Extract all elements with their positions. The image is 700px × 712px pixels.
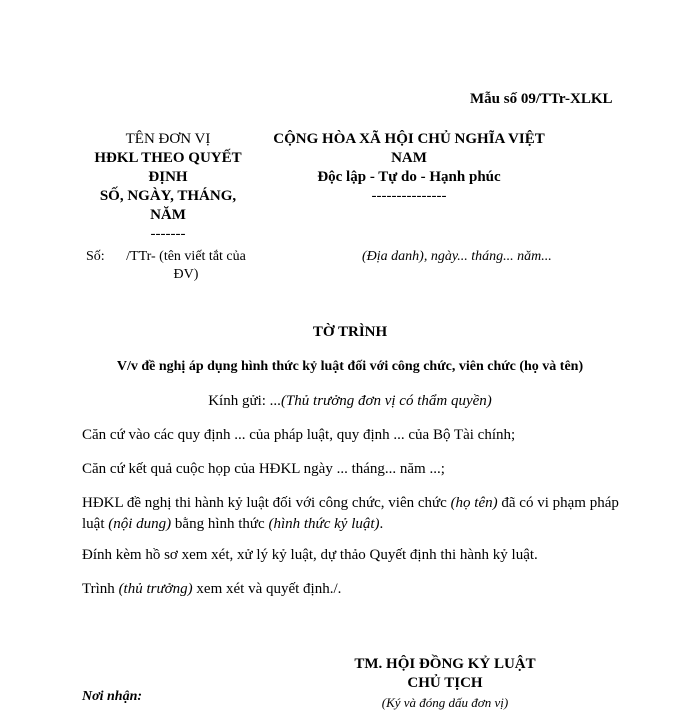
national-motto: Độc lập - Tự do - Hạnh phúc <box>317 169 501 185</box>
republic-name: CỘNG HÒA XÃ HỘI CHỦ NGHĨA VIỆT NAM <box>273 131 545 166</box>
p3-content: (nội dung) <box>108 516 172 532</box>
signature-block <box>330 655 560 712</box>
p3-form: (hình thức kỷ luật) <box>268 516 380 532</box>
decision-line: SỐ, NGÀY, THÁNG, NĂM <box>99 188 237 223</box>
recipient-line <box>0 392 700 411</box>
document-number: /TTr- (tên viết tắt của ĐV) <box>126 249 246 282</box>
council-line: HĐKL THEO QUYẾT ĐỊNH <box>94 150 242 185</box>
right-header-rule: --------------- <box>371 188 447 204</box>
p5-text-1: Trình <box>82 581 119 597</box>
paragraph-4: Đính kèm hồ sơ xem xét, xử lý kỷ luật, dự thảo Quyết định thi hành kỷ luật. <box>82 547 538 563</box>
left-header-rule: ------- <box>150 226 186 242</box>
place-date: (Địa danh), ngày... tháng... năm... <box>362 249 552 264</box>
right-header <box>264 130 554 206</box>
signature-title: CHỦ TỊCH <box>407 675 483 691</box>
document-subject: V/v đề nghị áp dụng hình thức kỷ luật đối với công chức, viên chức (họ và tên) <box>116 359 584 374</box>
paragraph-5 <box>82 579 642 600</box>
form-number: Mẫu số 09/TTr-XLKL <box>470 91 613 107</box>
signature-org: TM. HỘI ĐỒNG KỶ LUẬT <box>354 656 536 672</box>
paragraph-2: Căn cứ kết quả cuộc họp của HĐKL ngày ... tháng... năm ...; <box>82 461 445 477</box>
p5-text-2: xem xét và quyết định./. <box>192 581 342 597</box>
recipient-value: (Thủ trưởng đơn vị có thẩm quyền) <box>280 393 492 409</box>
p3-text-1: HĐKL đề nghị thi hành kỷ luật đối với công chức, viên chức <box>82 495 451 511</box>
p5-head: (thủ trưởng) <box>118 581 193 597</box>
left-header <box>82 130 254 244</box>
number-label: Số: <box>86 249 105 264</box>
p3-name: (họ tên) <box>450 495 498 511</box>
document-title: TỜ TRÌNH <box>312 324 388 340</box>
paragraph-3 <box>82 493 642 535</box>
signature-note: (Ký và đóng dấu đơn vị) <box>381 695 509 710</box>
p3-text-2: đã có vi phạm pháp luật <box>82 495 619 532</box>
p3-text-3: bằng hình thức <box>171 516 269 532</box>
paragraph-1: Căn cứ vào các quy định ... của pháp luật, quy định ... của Bộ Tài chính; <box>82 427 516 443</box>
recipient-label: Kính gửi: ... <box>208 393 281 409</box>
recipients-label: Nơi nhận: <box>82 689 143 704</box>
unit-name: TÊN ĐƠN VỊ <box>125 131 211 147</box>
p3-text-4: . <box>379 516 384 532</box>
